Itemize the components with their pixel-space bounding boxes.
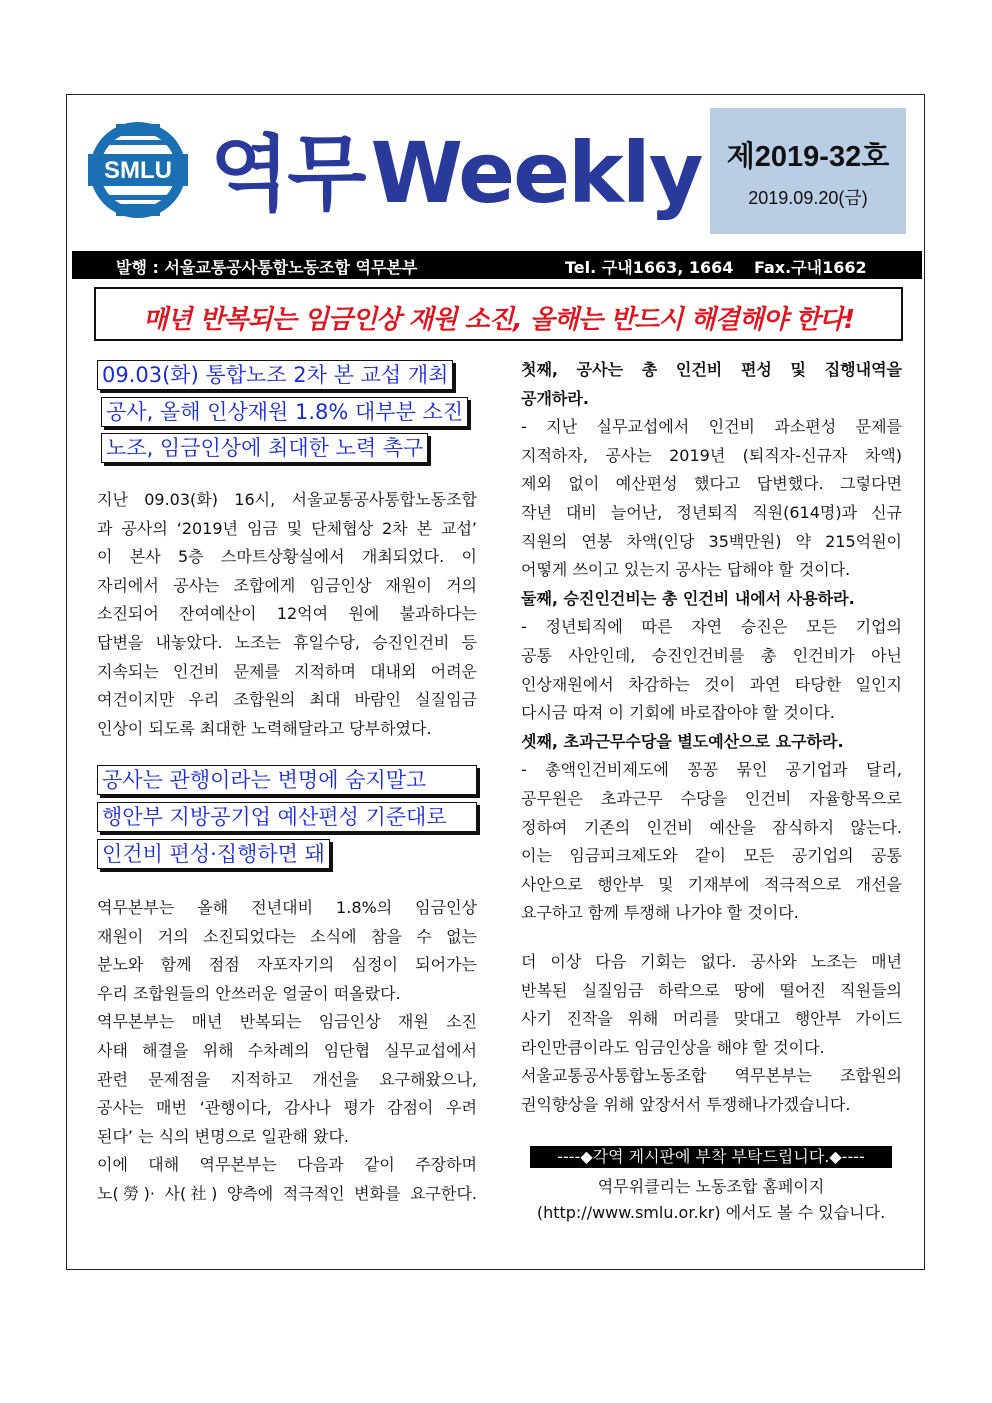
- text-line: 직원의 연봉 차액(인당 35백만원) 약 215억원이: [521, 531, 902, 551]
- text-line: 인상재원에서 차감하는 것이 과연 타당한 일인지: [521, 674, 902, 694]
- text-line: 라인만큼이라도 임금인상을 해야 할 것이다.: [521, 1037, 825, 1057]
- subhead-4: 공사는 관행이라는 변명에 숨지말고: [97, 765, 477, 795]
- subhead-1: 09.03(화) 통합노조 2차 본 교섭 개최: [97, 360, 453, 390]
- article-paragraph-1: [97, 486, 477, 743]
- subhead-5: 행안부 지방공기업 예산편성 기준대로: [97, 802, 477, 832]
- title-english: Weekly: [370, 124, 702, 222]
- text-line: 소진되어 잔여예산이 12억여 원에 불과하다는: [97, 604, 477, 624]
- text-line: 공사는 매번 ‘관행이다, 감사나 평가 감점이 우려: [97, 1098, 477, 1118]
- notice-line-2: (http://www.smlu.or.kr) 에서도 볼 수 있습니다.: [536, 1203, 886, 1222]
- subhead-3: 노조, 임금인상에 최대한 노력 촉구: [101, 433, 428, 463]
- issue-number: 제2019-32호: [726, 141, 890, 173]
- publisher: 발행 : 서울교통공사통합노동조합 역무본부: [116, 258, 418, 277]
- text-line: 제외 없이 예산편성 했다고 답변했다. 그렇다면: [521, 474, 902, 494]
- text-line: 이에 대해 역무본부는 다음과 같이 주장하며: [97, 1155, 477, 1175]
- text-line: 여건이지만 우리 조합원의 최대 바람인 실질임금: [97, 690, 477, 710]
- text-line: 작년 대비 늘어난, 정년퇴직 직원(614명)과 신규: [521, 502, 902, 522]
- logo-text: SMLU: [104, 157, 172, 184]
- text-line: 더 이상 다음 기회는 없다. 공사와 노조는 매년: [521, 952, 902, 971]
- closing-section: [521, 948, 902, 1120]
- text-line: 첫째, 공사는 총 인건비 편성 및 집행내역을: [521, 360, 902, 379]
- text-line: 지적하자, 공사는 2019년 (퇴직자-신규자 차액): [521, 445, 902, 465]
- text-line: 답변을 내놓았다. 노조는 휴일수당, 승진인건비 등: [97, 632, 477, 652]
- text-line: 둘째, 승진인건비는 총 인건비 내에서 사용하라.: [521, 588, 855, 608]
- smlu-logo: [86, 118, 190, 222]
- demands-section: [521, 356, 902, 928]
- text-line: 분노와 함께 점점 자포자기의 심정이 되어가는: [97, 955, 477, 975]
- fax: Fax.구내1662: [754, 258, 867, 277]
- text-line: 역무본부는 올해 전년대비 1.8%의 임금인상: [97, 898, 477, 917]
- text-line: 과 공사의 ‘2019년 임금 및 단체협상 2차 본 교섭’: [97, 518, 477, 538]
- text-line: 반복된 실질임금 하락으로 땅에 떨어진 직원들의: [521, 980, 902, 1000]
- text-line: - 정년퇴직에 따른 자연 승진은 모든 기업의: [521, 617, 902, 637]
- article-paragraph-2: [97, 894, 477, 1209]
- notice-line-1: 역무위클리는 노동조합 홈페이지: [597, 1177, 825, 1196]
- text-line: 정하여 기존의 인건비 예산을 잠식하지 않는다.: [521, 817, 902, 837]
- headline: 매년 반복되는 임금인상 재원 소진, 올해는 반드시 해결해야 한다!: [142, 305, 855, 335]
- text-line: 인상이 되도록 최대한 노력해달라고 당부하였다.: [97, 718, 432, 738]
- text-line: 공무원은 초과근무 수당을 인건비 자율항목으로: [521, 788, 902, 808]
- text-line: 서울교통공사통합노동조합 역무본부는 조합원의: [521, 1066, 902, 1086]
- issue-date: 2019.09.20(금): [748, 188, 868, 208]
- text-line: 사안으로 행안부 및 기재부에 적극적으로 개선을: [521, 874, 902, 894]
- text-line: 이는 임금피크제도와 같이 모든 공기업의 공통: [521, 846, 902, 866]
- text-line: 된다’ 는 식의 변명으로 일관해 왔다.: [97, 1126, 349, 1146]
- text-line: 사태 해결을 위해 수차례의 임단협 실무교섭에서: [97, 1040, 477, 1060]
- text-line: 어떻게 쓰이고 있는지 공사는 답해야 할 것이다.: [521, 560, 851, 580]
- text-line: 재원이 거의 소진되었다는 소식에 참을 수 없는: [97, 926, 477, 946]
- publisher-bar: [72, 251, 922, 279]
- text-line: 셋째, 초과근무수당을 별도예산으로 요구하라.: [521, 731, 844, 751]
- text-line: 자리에서 공사는 조합에게 임금인상 재원이 거의: [97, 575, 477, 595]
- text-line: 공통 사안인데, 승진인건비를 총 인건비가 아닌: [521, 645, 902, 665]
- text-line: 관련 문제점을 지적하고 개선을 요구해왔으나,: [97, 1069, 477, 1089]
- title-korean: 역무: [210, 127, 365, 222]
- subhead-6: 인건비 편성·집행하면 돼: [97, 839, 330, 869]
- text-line: - 지난 실무교섭에서 인건비 과소편성 문제를: [521, 417, 902, 437]
- issue-box: [710, 108, 906, 234]
- text-line: 노(勞)· 사(社) 양측에 적극적인 변화를 요구한다.: [97, 1183, 477, 1203]
- text-line: 역무본부는 매년 반복되는 임금인상 재원 소진: [97, 1012, 477, 1032]
- text-line: 권익향상을 위해 앞장서서 투쟁해나가겠습니다.: [521, 1094, 851, 1114]
- subhead-2: 공사, 올해 인상재원 1.8% 대부분 소진: [101, 397, 468, 427]
- text-line: 이 본사 5층 스마트상황실에서 개최되었다. 이: [97, 547, 477, 567]
- text-line: 지속되는 인건비 문제를 지적하며 대내외 어려운: [97, 661, 477, 681]
- text-line: 사기 진작을 위해 머리를 맞대고 행안부 가이드: [521, 1009, 902, 1029]
- headline-box: [94, 287, 903, 341]
- text-line: 공개하라.: [521, 388, 589, 408]
- text-line: 다시금 따져 이 기회에 바로잡아야 할 것이다.: [521, 703, 835, 723]
- notice-bar: ----◆각역 게시판에 부착 부탁드립니다.◆----: [530, 1146, 892, 1168]
- text-line: - 총액인건비제도에 꽁꽁 묶인 공기업과 달리,: [521, 760, 902, 780]
- text-line: 우리 조합원들의 안쓰러운 얼굴이 떠올랐다.: [97, 983, 401, 1003]
- text-line: 요구하고 함께 투쟁해 나가야 할 것이다.: [521, 903, 799, 923]
- text-line: 지난 09.03(화) 16시, 서울교통공사통합노동조합: [97, 490, 477, 509]
- telephone: Tel. 구내1663, 1664: [565, 258, 734, 277]
- masthead-title: [210, 118, 701, 230]
